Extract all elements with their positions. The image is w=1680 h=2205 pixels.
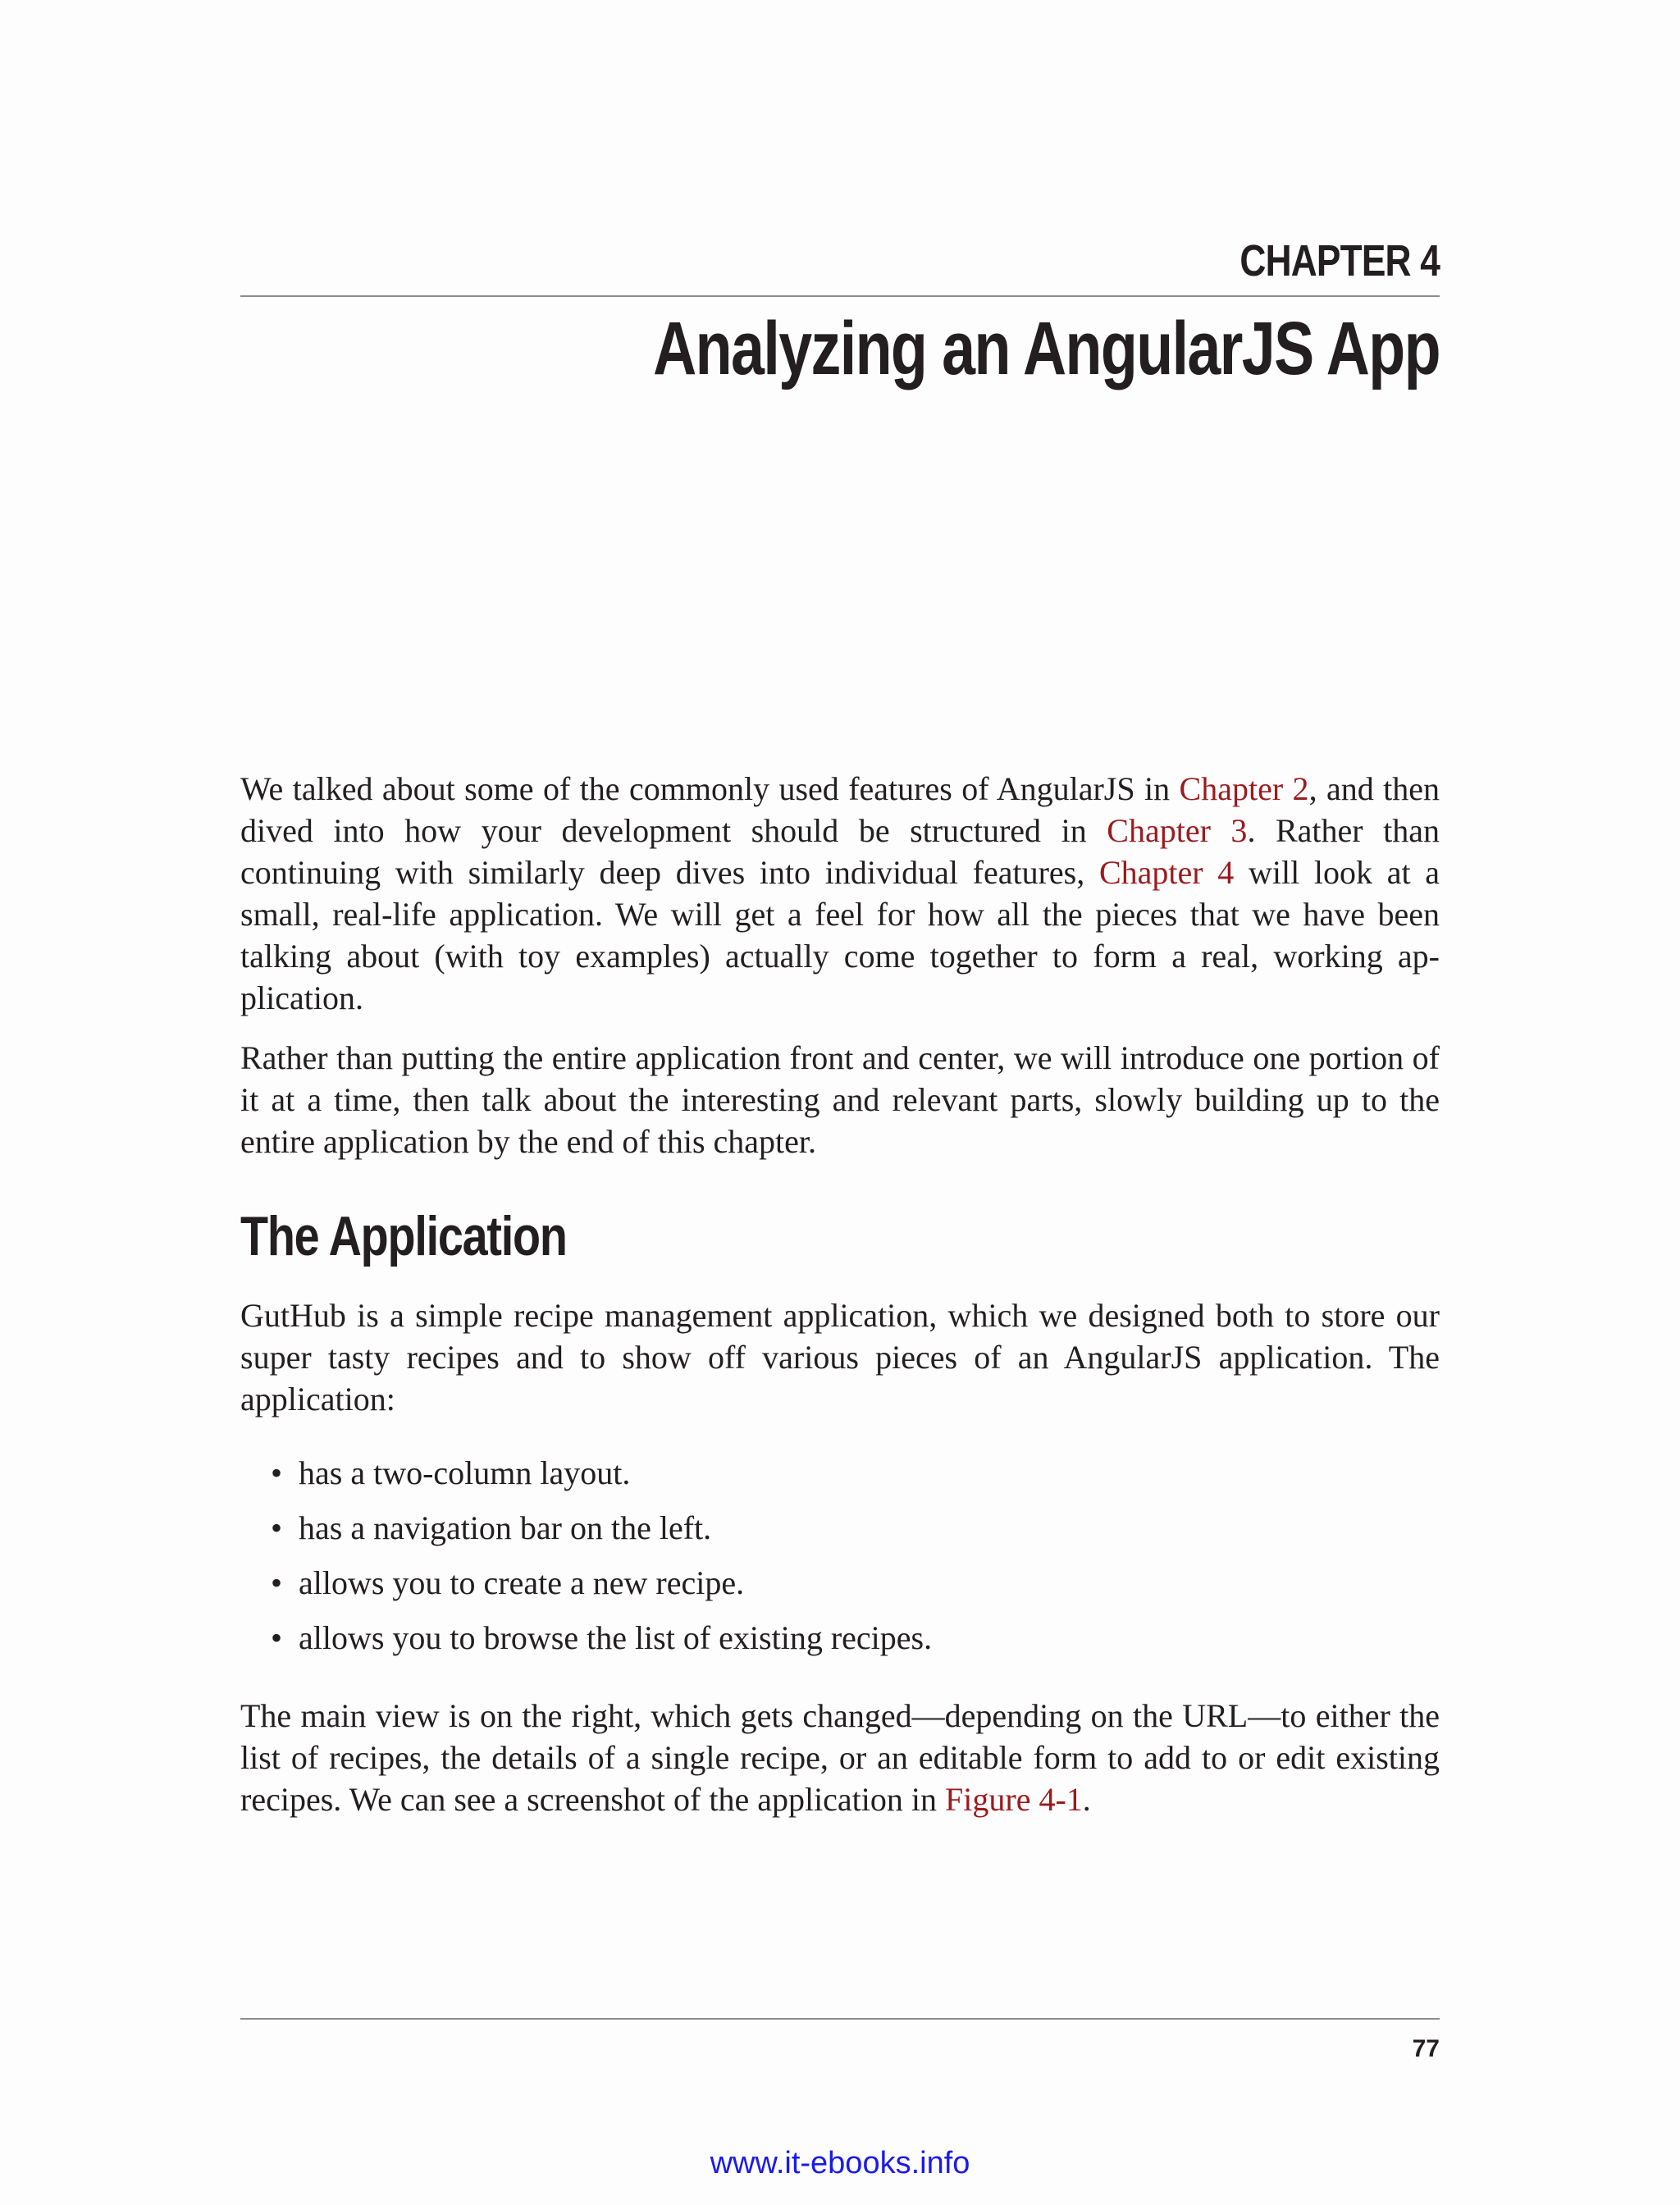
list-item [264, 1507, 1413, 1549]
chapter-title: Analyzing an AngularJS App [653, 307, 1440, 390]
intro-paragraph-2: Rather than putting the entire application front and center, we will introduce one portion of it at a time, then talk about the interesting and relevant parts, slowly building up to the entire application by the end of this chapter. [240, 1039, 1440, 1160]
list-item-text: has a two-column layout. [299, 1454, 631, 1491]
page-number: 77 [1412, 2035, 1440, 2062]
section-heading: The Application [240, 1205, 567, 1267]
main-view-paragraph [240, 1695, 1440, 1820]
list-item-text: has a navigation bar on the left. [299, 1509, 712, 1546]
list-item-text: allows you to create a new recipe. [299, 1564, 745, 1601]
main-view-text-1: The main view is on the right, which gets changed—depending on the URL—to either the list of recipes, the details of a single recipe, or an editable form to add to or edit existing recipes. We can see a screenshot of the application in [240, 1697, 1440, 1818]
intro-text-2: , and then dived into how your development should be structured in [240, 770, 1440, 849]
intro-paragraph-1 [240, 768, 1440, 1019]
footer-rule [240, 2018, 1440, 2020]
intro-text-4: will look at a small, real-life application. We will get a feel for how all the pieces that we have been talking about (with toy examples) actually come together to form a real, working application. [240, 854, 1440, 1016]
chapter-2-link[interactable]: Chapter 2 [1179, 770, 1309, 807]
intro-text-3: . Rather than continuing with similarly deep dives into individual features, [240, 812, 1440, 891]
main-view-section [240, 1695, 1440, 1820]
bullet-icon: • [270, 1564, 282, 1601]
chapter-4-link[interactable]: Chapter 4 [1098, 854, 1235, 891]
list-item-text: allows you to browse the list of existing recipes. [299, 1619, 933, 1656]
list-item [264, 1452, 1413, 1494]
figure-4-1-link[interactable]: Figure 4-1 [945, 1781, 1083, 1818]
feature-list [264, 1452, 1413, 1672]
application-section [240, 1294, 1440, 1420]
chapter-3-link[interactable]: Chapter 3 [1107, 812, 1248, 849]
bullet-icon: • [270, 1454, 282, 1491]
intro-text-1: We talked about some of the commonly used features of AngularJS in [240, 770, 1180, 807]
bullet-icon: • [270, 1509, 282, 1546]
application-paragraph: GutHub is a simple recipe management application, which we designed both to store our super tasty recipes and to show off various pieces of an AngularJS application. The application: [240, 1297, 1440, 1418]
chapter-rule [240, 295, 1440, 297]
intro-section [240, 768, 1440, 1180]
list-item [264, 1617, 1413, 1659]
main-view-text-2: . [1082, 1781, 1091, 1818]
list-item [264, 1562, 1413, 1604]
chapter-label: CHAPTER 4 [1239, 236, 1440, 285]
bullet-icon: • [270, 1619, 282, 1656]
watermark-link[interactable]: www.it-ebooks.info [710, 2146, 970, 2180]
